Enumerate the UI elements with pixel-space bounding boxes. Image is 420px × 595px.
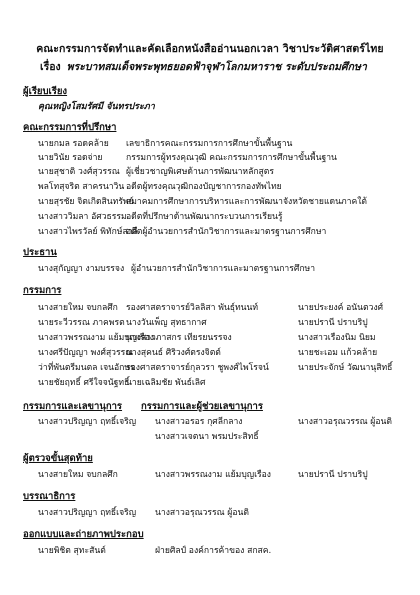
advisor-name: นางสาวไพรวัลย์ พิทักษ์สาลี xyxy=(38,227,138,237)
committee-member: นายปรานี ปราบริปู xyxy=(298,318,368,328)
committee-member: นางสาวเรืองนิม นิยม xyxy=(298,333,376,343)
editor-name: นางสาวปริญญา ฤทธิ์เจริญ xyxy=(38,508,137,518)
secretary-heading: กรรมการและเลขานุการ xyxy=(23,401,123,412)
subject-label: เรื่อง xyxy=(40,61,61,73)
design-heading: ออกแบบและถ่ายภาพประกอบ xyxy=(23,529,144,540)
committee-member: ว่าที่พันตรีมนตล เจนอักษร xyxy=(38,363,135,373)
advisor-role: อดีตผู้อำนวยการสำนักวิชาการและมาตรฐานการศึกษา xyxy=(126,227,327,237)
advisor-row xyxy=(0,150,420,164)
proofread-heading: ผู้ตรวจขั้นสุดท้าย xyxy=(23,453,93,464)
committee-member: นายระวีวรรณ ภาคพรต xyxy=(38,318,125,328)
assistant-secretary-name: นางสาวอรุณวรรณ ผู้อนติ xyxy=(298,417,392,427)
advisor-name: นายกมล รอดคล้าย xyxy=(38,139,109,149)
advisor-row xyxy=(0,136,420,150)
secretary-row xyxy=(0,414,420,428)
editor-name: นางสาวอรุณวรรณ ผู้อนติ xyxy=(155,508,249,518)
editor-row xyxy=(0,505,420,519)
subject-value: พระบาทสมเด็จพระพุทธยอดฟ้าจุฬาโลกมหาราช ระดับประถมศึกษา xyxy=(66,61,367,73)
designer-role: ฝ่ายศิลป์ องค์การค้าของ สกสค. xyxy=(155,546,272,556)
advisor-name: นางสาววิมลา อัศวธรรม xyxy=(38,212,127,222)
advisor-row xyxy=(0,209,420,223)
advisor-row xyxy=(0,194,420,208)
assistant-secretary-name: นางสาวอรอร กุศลีกลาง xyxy=(155,417,243,427)
advisor-name: พลโทสุจริต สาครนาวิน xyxy=(38,182,125,192)
chair-name: นางสุกัญญา งามบรรจง xyxy=(38,264,125,274)
committee-member: นายเฉลิมชัย พันธ์เลิศ xyxy=(126,378,206,388)
committee-row xyxy=(0,360,420,374)
proofread-row xyxy=(0,467,420,481)
advisor-name: นายสุรชัย จิตเกิดสินทรัพย์ xyxy=(38,197,134,207)
author-heading: ผู้เรียบเรียง xyxy=(23,86,68,97)
committee-member: นายประยงค์ อนันตวงศ์ xyxy=(298,303,384,313)
committee-member: นางวันเพ็ญ สุทธากาศ xyxy=(126,318,207,328)
advisor-role: สมาคมการศึกษาการบริหารและการพัฒนาจังหวัดชายแดนภาคใต้ xyxy=(126,197,367,207)
designer-name: นายพิชิต สุทะสันต์ xyxy=(38,546,106,556)
proofreader-name: นายปรานี ปราบริปู xyxy=(298,470,368,480)
committee-member: รองศาสตราจารย์กุลวรา ชูพงศ์ไพโรจน์ xyxy=(126,363,269,373)
design-row xyxy=(0,543,420,557)
advisor-name: นายวินัย รอดจ่าย xyxy=(38,153,103,163)
advisor-row xyxy=(0,179,420,193)
committee-member: นางสาวภาสกร เทียรยนรรจง xyxy=(126,333,232,343)
advisor-role: เลขาธิการคณะกรรมการการศึกษาขั้นพื้นฐาน xyxy=(126,139,293,149)
committee-heading: กรรมการ xyxy=(23,285,62,296)
committee-row xyxy=(0,345,420,359)
advisor-row xyxy=(0,164,420,178)
committee-member: รองศาสตราจารย์วิลลิสา พันธุ์ทนนท์ xyxy=(126,303,259,313)
committee-member: นางสายใหม จบกลศึก xyxy=(38,303,118,313)
proofreader-name: นางสายใหม จบกลศึก xyxy=(38,470,118,480)
chair-role: ผู้อำนวยการสำนักวิชาการและมาตรฐานการศึกษา xyxy=(131,264,316,274)
assistant-secretary-heading: กรรมการและผู้ช่วยเลขานุการ xyxy=(141,401,263,412)
author-name: คุณหญิงโสมรัศมี จันทรประภา xyxy=(38,102,155,112)
committee-row xyxy=(0,375,420,389)
committee-member: นางสุคนธ์ ศิริวงศ์ตรงจิตต์ xyxy=(126,348,221,358)
advisor-role: กรรมการผู้ทรงคุณวุฒิ คณะกรรมการการศึกษาขั้นพื้นฐาน xyxy=(126,153,337,163)
secretary-row xyxy=(0,429,420,443)
chair-row xyxy=(0,261,420,275)
committee-member: นางสาวพรรณงาม แย้มบุญเรือง xyxy=(38,333,155,343)
document-subject xyxy=(40,58,400,75)
committee-row xyxy=(0,330,420,344)
committee-row xyxy=(0,315,420,329)
document-title: คณะกรรมการจัดทำและคัดเลือกหนังสืออ่านนอกเวลา วิชาประวัติศาสตร์ไทย xyxy=(36,43,384,55)
proofreader-name: นางสาวพรรณงาม แย้มบุญเรือง xyxy=(155,470,272,480)
chair-heading: ประธาน xyxy=(23,247,57,258)
advisor-name: นายสุชาติ วงศ์สุวรรณ xyxy=(38,167,120,177)
committee-member: นายชัยฤทธิ์ ศรีใจจนัฐทธิ์ xyxy=(38,378,130,388)
secretary-name: นางสาวปริญญา ฤทธิ์เจริญ xyxy=(38,417,137,427)
committee-row xyxy=(0,300,420,314)
advisors-heading: คณะกรรมการที่ปรึกษา xyxy=(23,122,117,133)
advisor-role: ผู้เชี่ยวชาญพิเศษด้านการพัฒนาหลักสูตร xyxy=(126,167,274,177)
committee-member: นายประจักษ์ วัฒนานุสิทธิ์ xyxy=(298,363,393,373)
advisor-role: อดีตผู้ทรงคุณวุฒิกองบัญชาการกองทัพไทย xyxy=(126,182,282,192)
committee-member: นายชะเอม แก้วคล้าย xyxy=(298,348,378,358)
assistant-secretary-name: นางสาวเจตนา พรมประสิทธิ์ xyxy=(155,432,259,442)
advisor-row xyxy=(0,224,420,238)
committee-member: นางศรีปัญญา พงศ์สุวรรณ xyxy=(38,348,134,358)
advisor-role: อดีตที่ปรึกษาด้านพัฒนากระบวนการเรียนรู้ xyxy=(126,212,283,222)
editor-heading: บรรณาธิการ xyxy=(23,491,76,502)
